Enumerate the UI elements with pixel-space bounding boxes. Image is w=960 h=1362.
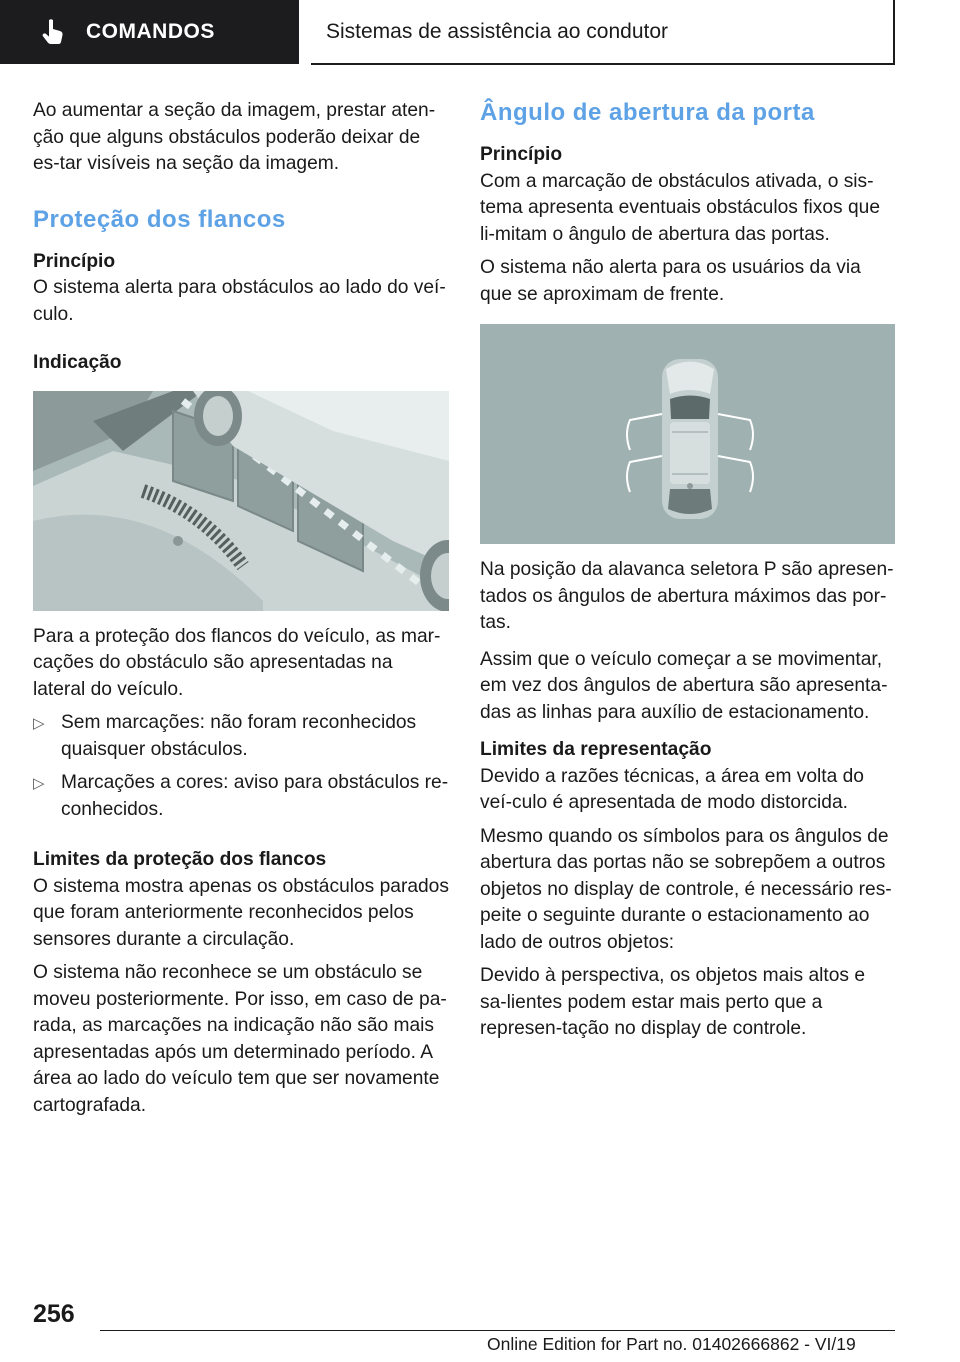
indication-paragraph: Para a proteção dos flancos do veículo, as mar-cações do obstáculo são apresentadas na lateral do veículo.	[33, 625, 441, 700]
chapter-title: Sistemas de assistência ao condutor	[326, 19, 669, 43]
heading-flank-limits: Limites da proteção dos flancos	[33, 849, 327, 870]
triangle-right-icon: ▷	[33, 775, 45, 792]
list-item	[33, 710, 449, 763]
list-item	[33, 770, 449, 823]
footer-divider	[100, 1330, 895, 1331]
hand-pointer-icon	[38, 17, 68, 47]
principle-paragraph: O sistema alerta para obstáculos ao lado do veí-culo.	[33, 277, 446, 325]
door-paragraph-4: Assim que o veículo começar a se movimentar, em vez dos ângulos de abertura são apresenta-das as linhas para auxílio de estacionamento.	[480, 648, 888, 723]
triangle-right-icon: ▷	[33, 715, 45, 732]
flank-protection-illustration	[33, 391, 449, 611]
heading-door-opening-angle: Ângulo de abertura da porta	[480, 99, 815, 126]
limits-paragraph-2: Mesmo quando os símbolos para os ângulos de abertura das portas não se sobrepõem a outros objetos no display de controle, é necessário res-peite o seguinte durante o estacionamento ao lado de outros objetos:	[480, 825, 892, 953]
door-paragraph-3: Na posição da alavanca seletora P são apresen-tados os ângulos de abertura máximos das por-tas.	[480, 559, 894, 633]
flank-protection-image	[33, 391, 449, 611]
intro-paragraph: Ao aumentar a seção da imagem, prestar aten-ção que alguns obstáculos poderão deixar de es-tar visíveis na seção da imagem.	[33, 100, 436, 174]
chapter-header	[311, 0, 895, 65]
section-tab	[0, 0, 299, 64]
door-paragraph-2: O sistema não alerta para os usuários da via que se aproximam de frente.	[480, 257, 861, 305]
heading-principle: Princípio	[33, 250, 116, 272]
heading-representation-limits: Limites da representação	[480, 739, 712, 760]
page-number: 256	[33, 1300, 75, 1328]
limits-paragraph-1: Devido a razões técnicas, a área em volta do veí-culo é apresentada de modo distorcida.	[480, 765, 864, 813]
door-paragraph-1: Com a marcação de obstáculos ativada, o sis-tema apresenta eventuais obstáculos fixos que li-mitam o ângulo de abertura das portas.	[480, 170, 880, 245]
limits-paragraph-1: O sistema mostra apenas os obstáculos parados que foram anteriormente reconhecidos pelos sensores durante a circulação.	[33, 875, 449, 950]
list-item-text: Marcações a cores: aviso para obstáculos re-conhecidos.	[61, 772, 449, 820]
footer-edition: Online Edition for Part no. 01402666862 - VI/19	[487, 1334, 856, 1354]
right-column	[480, 98, 896, 1043]
heading-principle: Princípio	[480, 144, 563, 165]
section-title: COMANDOS	[86, 20, 215, 43]
heading-indication: Indicação	[33, 352, 122, 373]
limits-paragraph-3: Devido à perspectiva, os objetos mais altos e sa-lientes podem estar mais perto que a represen-tação no display de controle.	[480, 965, 866, 1039]
limits-paragraph-2: O sistema não reconhece se um obstáculo se moveu posteriormente. Por isso, em caso de pa-rada, as marcações na indicação não são mais apresentadas após um determinado período. A área ao lado do veículo tem que ser novamente cartografada.	[33, 962, 447, 1116]
list-item-text: Sem marcações: não foram reconhecidos quaisquer obstáculos.	[61, 712, 417, 760]
door-angle-illustration	[480, 324, 895, 544]
left-column	[33, 98, 449, 1119]
door-angle-image	[480, 324, 895, 544]
heading-flank-protection: Proteção dos flancos	[33, 205, 286, 233]
